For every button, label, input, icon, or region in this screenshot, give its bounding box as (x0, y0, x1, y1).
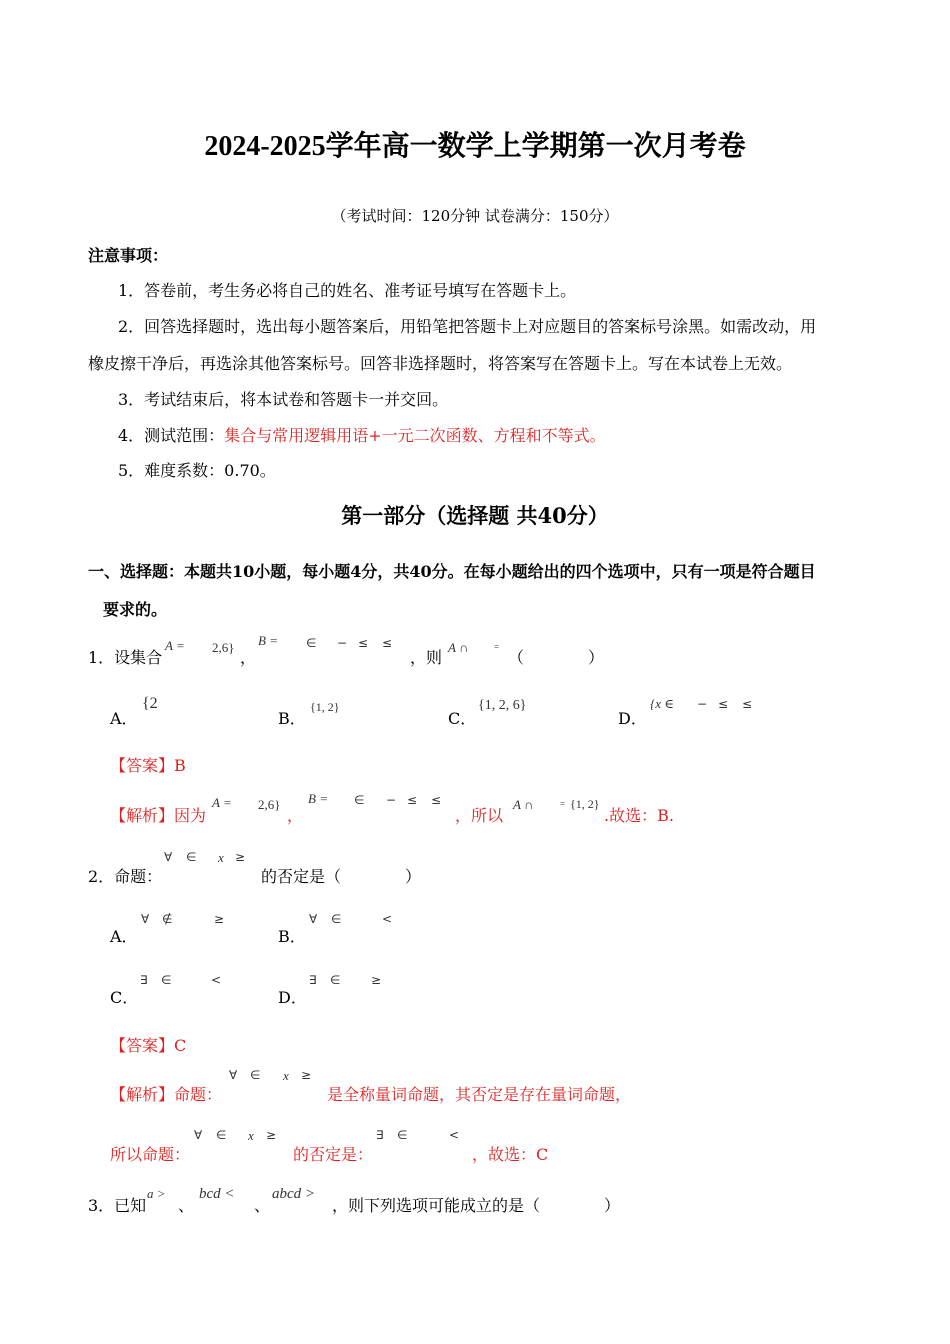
q2-expl-ge: ≥ (301, 1068, 312, 1082)
q2-expl2-x: x (248, 1128, 254, 1143)
q2-expl2-in-2: ∈ (397, 1128, 408, 1142)
q1-math-b: B = (258, 633, 278, 648)
notice-item-2-line2: 橡皮擦干净后，再选涂其他答案标号。回答非选择题时，将答案写在答题卡上。写在本试卷上无效。 (88, 354, 793, 373)
q1-option-b-label: B． (278, 709, 306, 728)
q2-stem-prefix: 2．命题： (88, 867, 163, 886)
section-instructions-line1: 一、选择题：本题共10小题，每小题4分，共40分。在每小题给出的四个选项中，只有一项是符合题目 (88, 562, 816, 581)
q2-option-b-in: ∈ (331, 912, 342, 926)
q2-option-b-label: B． (278, 927, 306, 946)
q1-option-d-minus: − (697, 697, 708, 711)
q2-option-d-exists: ∃ (309, 973, 317, 987)
q1-expl-math-minus: − (386, 793, 397, 807)
q1-expl-math-eq: = (560, 799, 566, 809)
q2-option-b-lt: < (382, 912, 393, 926)
q1-answer: 【答案】B (110, 756, 186, 775)
q2-option-b-forall: ∀ (309, 912, 318, 926)
q1-comma: ， (240, 648, 257, 667)
q2-option-c-exists: ∃ (140, 973, 148, 987)
q2-expl2-ge: ≥ (266, 1128, 277, 1142)
q2-explanation-mid: 是全称量词命题，其否定是存在量词命题， (327, 1085, 632, 1104)
q2-expl-in: ∈ (250, 1068, 261, 1082)
notice-item-2-line1: 2．回答选择题时，选出每小题答案后，用铅笔把答题卡上对应题目的答案标号涂黑。如需改动，用 (118, 317, 817, 336)
notice-heading: 注意事项： (88, 246, 169, 265)
q3-math-a: a > (147, 1186, 166, 1201)
q2-option-c-label: C． (110, 988, 139, 1007)
notice-item-4-prefix: 4．测试范围： (118, 426, 225, 445)
notice-item-5: 5．难度系数：0.70。 (118, 461, 276, 480)
q2-option-a-notin: ∉ (162, 912, 173, 926)
q1-option-d-label: D． (618, 709, 647, 728)
q2-in-symbol: ∈ (186, 850, 197, 864)
q1-option-b-math: {1, 2} (310, 700, 340, 714)
q2-option-d-label: D． (278, 988, 307, 1007)
q2-forall-symbol: ∀ (164, 850, 173, 864)
q3-stem-suffix: ，则下列选项可能成立的是（ ） (332, 1196, 621, 1215)
q2-option-c-lt: < (211, 973, 222, 987)
q2-explanation-prefix: 【解析】命题： (110, 1085, 223, 1104)
q2-expl-forall: ∀ (229, 1068, 238, 1082)
q1-expl-math-a: A = (212, 795, 232, 810)
q1-explanation-prefix: 【解析】因为 (110, 806, 207, 825)
q1-math-le-1: ≤ (358, 636, 369, 650)
q1-option-a-math: {2 (142, 695, 158, 712)
q1-option-d-math: {x ∈ (650, 696, 674, 711)
section-instructions-line2: 要求的。 (103, 600, 168, 619)
q1-math-minus: − (337, 636, 348, 650)
q1-expl-math-le-1: ≤ (407, 793, 418, 807)
q3-stem-prefix: 3．已知 (88, 1196, 147, 1215)
q2-explanation2-mid: 的否定是： (293, 1145, 374, 1164)
q3-sep-1: 、 (178, 1196, 195, 1215)
q2-expl2-lt: < (449, 1128, 460, 1142)
q2-option-a-label: A． (110, 927, 138, 946)
q1-math-intersection: A ∩ (448, 640, 469, 655)
notice-item-4 (118, 423, 606, 446)
notice-item-1: 1．答卷前，考生务必将自己的姓名、准考证号填写在答题卡上。 (118, 281, 577, 300)
q2-option-a-ge: ≥ (214, 912, 225, 926)
q2-expl2-in: ∈ (216, 1128, 227, 1142)
q1-stem-then: ，则 (410, 648, 443, 667)
q1-expl-end: .故选：B. (604, 806, 674, 825)
q2-expl-x: x (283, 1068, 289, 1083)
q2-option-c-in: ∈ (161, 973, 172, 987)
q1-expl-math-a-values: 2,6} (258, 797, 281, 812)
notice-item-3: 3．考试结束后，将本试卷和答题卡一并交回。 (118, 390, 449, 409)
exam-info: （考试时间：120分钟 试卷满分：150分） (331, 207, 619, 225)
q1-math-a-values: 2,6} (212, 640, 235, 655)
q1-math-a: A = (165, 638, 185, 653)
q3-math-bcd: bcd < (199, 1186, 235, 1202)
q3-math-abcd: abcd > (272, 1186, 316, 1202)
q2-answer: 【答案】C (110, 1036, 187, 1055)
q2-option-d-in: ∈ (330, 973, 341, 987)
test-scope: 集合与常用逻辑用语+一元二次函数、方程和不等式。 (224, 426, 606, 445)
q1-stem-prefix: 1．设集合 (88, 648, 163, 667)
q3-sep-2: 、 (254, 1196, 271, 1215)
q1-expl-so: ，所以 (455, 806, 504, 825)
q1-expl-comma: ， (287, 806, 304, 825)
section-title: 第一部分（选择题 共40分） (341, 503, 609, 528)
q1-option-c-math: {1, 2, 6} (478, 698, 527, 713)
q1-expl-math-in: ∈ (354, 793, 365, 807)
q1-math-in: ∈ (306, 636, 317, 650)
q1-expl-math-b: B = (308, 791, 328, 806)
q1-expl-result: {1, 2} (570, 797, 600, 811)
page-title: 2024-2025学年高一数学上学期第一次月考卷 (204, 131, 746, 162)
q1-option-d-le-2: ≤ (742, 697, 753, 711)
q1-paren: （ ） (508, 648, 605, 667)
q2-option-a-forall: ∀ (141, 912, 150, 926)
q2-ge-symbol: ≥ (235, 850, 246, 864)
q1-option-c-label: C． (448, 709, 477, 728)
q2-expl2-forall: ∀ (194, 1128, 203, 1142)
q2-stem-suffix: 的否定是（ ） (261, 867, 422, 886)
q2-option-d-ge: ≥ (371, 973, 382, 987)
q2-x-variable: x (218, 850, 224, 865)
q2-explanation2-end: ，故选：C (472, 1145, 549, 1164)
q1-expl-math-le-2: ≤ (431, 793, 442, 807)
q1-option-a-label: A． (110, 709, 138, 728)
q1-math-le-2: ≤ (382, 636, 393, 650)
q1-math-eq: = (494, 642, 500, 652)
q1-option-d-le-1: ≤ (718, 697, 729, 711)
q2-explanation2-prefix: 所以命题： (110, 1145, 191, 1164)
q2-expl2-exists: ∃ (376, 1128, 384, 1142)
q1-expl-math-intersection: A ∩ (513, 797, 534, 812)
